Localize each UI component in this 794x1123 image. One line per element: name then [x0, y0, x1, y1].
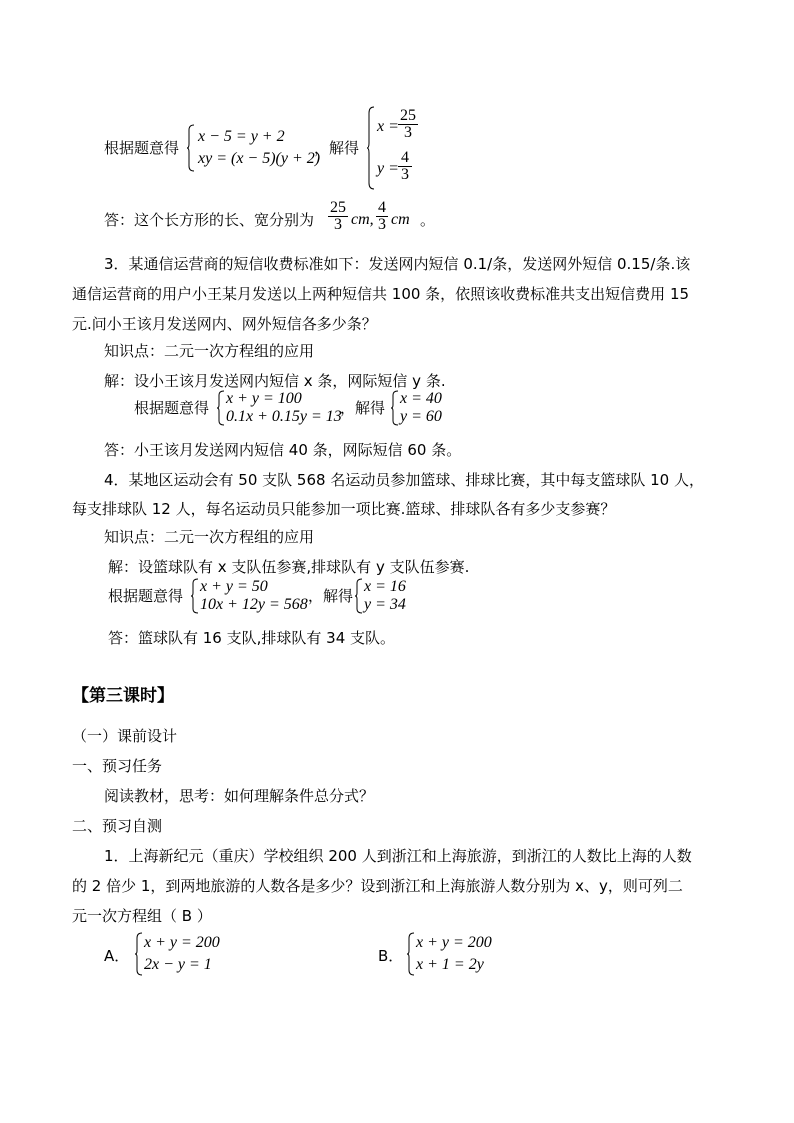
solution-text: 解：设小王该月发送网内短信 x 条，网际短信 y 条.	[104, 372, 446, 390]
option-b-system	[406, 932, 516, 976]
solution: x = 16	[364, 578, 406, 595]
solution: y = 60	[400, 408, 442, 425]
solve-label: ，解得	[308, 587, 354, 605]
period: 。	[420, 211, 436, 229]
exercise-line: 的 2 倍少 1，到两地旅游的人数各是多少？设到浙江和上海旅游人数分别为 x、y，则可列二	[72, 877, 683, 895]
equation: x + y = 100	[226, 390, 302, 407]
knowledge-point: 知识点：二元一次方程组的应用	[104, 342, 315, 360]
equation: x + 1 = 2y	[416, 956, 484, 973]
solve-label: ，解得	[340, 399, 386, 417]
option-b-label: B．	[378, 947, 404, 965]
equation: x + y = 200	[144, 934, 220, 951]
lesson-title: 【第三课时】	[72, 686, 174, 706]
option-a-label: A．	[104, 947, 130, 965]
section-heading: 一、预习任务	[72, 757, 163, 775]
section-heading: 二、预习自测	[72, 817, 163, 835]
numerator: 4	[401, 149, 409, 166]
denominator: 3	[378, 216, 386, 233]
exercise-line: 元一次方程组（ B ）	[72, 907, 212, 925]
brace-icon	[366, 106, 375, 190]
denominator: 3	[404, 124, 412, 141]
brace-icon	[134, 932, 143, 976]
numerator: 25	[400, 107, 416, 124]
brace-icon	[186, 124, 195, 172]
question-3-line: 元.问小王该月发送网内、网外短信各多少条？	[72, 315, 377, 333]
by-question-label: 根据题意得	[134, 399, 210, 417]
numerator: 4	[378, 199, 386, 216]
solution-system-3	[354, 578, 414, 614]
solution-y: y =	[377, 160, 399, 177]
fraction	[398, 108, 418, 141]
equation-system-2	[216, 390, 346, 426]
option-a-system	[134, 932, 244, 976]
brace-icon	[190, 578, 199, 614]
denominator: 3	[401, 166, 409, 183]
brace-icon	[390, 390, 399, 426]
question-3-line: 通信运营商的用户小王某月发送以上两种短信共 100 条，依照该收费标准共支出短信费用 15	[72, 285, 690, 303]
equation: x + y = 200	[416, 934, 492, 951]
answer-text: 答：这个长方形的长、宽分别为	[104, 211, 315, 229]
solution: y = 34	[364, 596, 406, 613]
task-text: 阅读教材，思考：如何理解条件总分式？	[104, 787, 375, 805]
solution-system-1	[366, 106, 426, 190]
answer-text: 答：篮球队有 16 支队,排球队有 34 支队。	[108, 629, 396, 647]
by-question-label: 根据题意得	[108, 587, 184, 605]
fraction	[328, 200, 348, 233]
exercise-line: 1．上海新纪元（重庆）学校组织 200 人到浙江和上海旅游，到浙江的人数比上海的人数	[104, 847, 692, 865]
by-question-label: 根据题意得	[104, 139, 180, 157]
question-3-line: 3．某通信运营商的短信收费标准如下：发送网内短信 0.1/条，发送网外短信 0.15/条.该	[104, 255, 691, 273]
solution: x = 40	[400, 390, 442, 407]
question-4-line: 4．某地区运动会有 50 支队 568 名运动员参加篮球、排球比赛，其中每支篮球队 10 人，	[104, 471, 704, 489]
denominator: 3	[334, 216, 342, 233]
equation: 2x − y = 1	[144, 956, 212, 973]
equation-system-3	[190, 578, 320, 614]
unit: cm	[391, 211, 410, 228]
equation: x − 5 = y + 2	[198, 128, 285, 145]
equation: 10x + 12y = 568	[200, 596, 308, 613]
answer-text: 答：小王该月发送网内短信 40 条，网际短信 60 条。	[104, 441, 462, 459]
section-heading: （一）课前设计	[72, 727, 178, 745]
solution-system-2	[390, 390, 450, 426]
brace-icon	[216, 390, 225, 426]
brace-icon	[406, 932, 415, 976]
fraction	[398, 150, 412, 183]
knowledge-point: 知识点：二元一次方程组的应用	[104, 528, 315, 546]
numerator: 25	[330, 199, 346, 216]
unit: cm,	[351, 211, 374, 228]
solution-text: 解：设篮球队有 x 支队伍参赛,排球队有 y 支队伍参赛.	[108, 558, 470, 576]
solution-x: x =	[377, 118, 399, 135]
solve-label: ，解得	[314, 139, 360, 157]
brace-icon	[354, 578, 363, 614]
equation: x + y = 50	[200, 578, 268, 595]
fraction	[376, 200, 388, 233]
equation: xy = (x − 5)(y + 2)	[198, 150, 321, 167]
equation: 0.1x + 0.15y = 13	[226, 408, 342, 425]
question-4-line: 每支排球队 12 人，每名运动员只能参加一项比赛.篮球、排球队各有多少支参赛？	[72, 500, 616, 518]
